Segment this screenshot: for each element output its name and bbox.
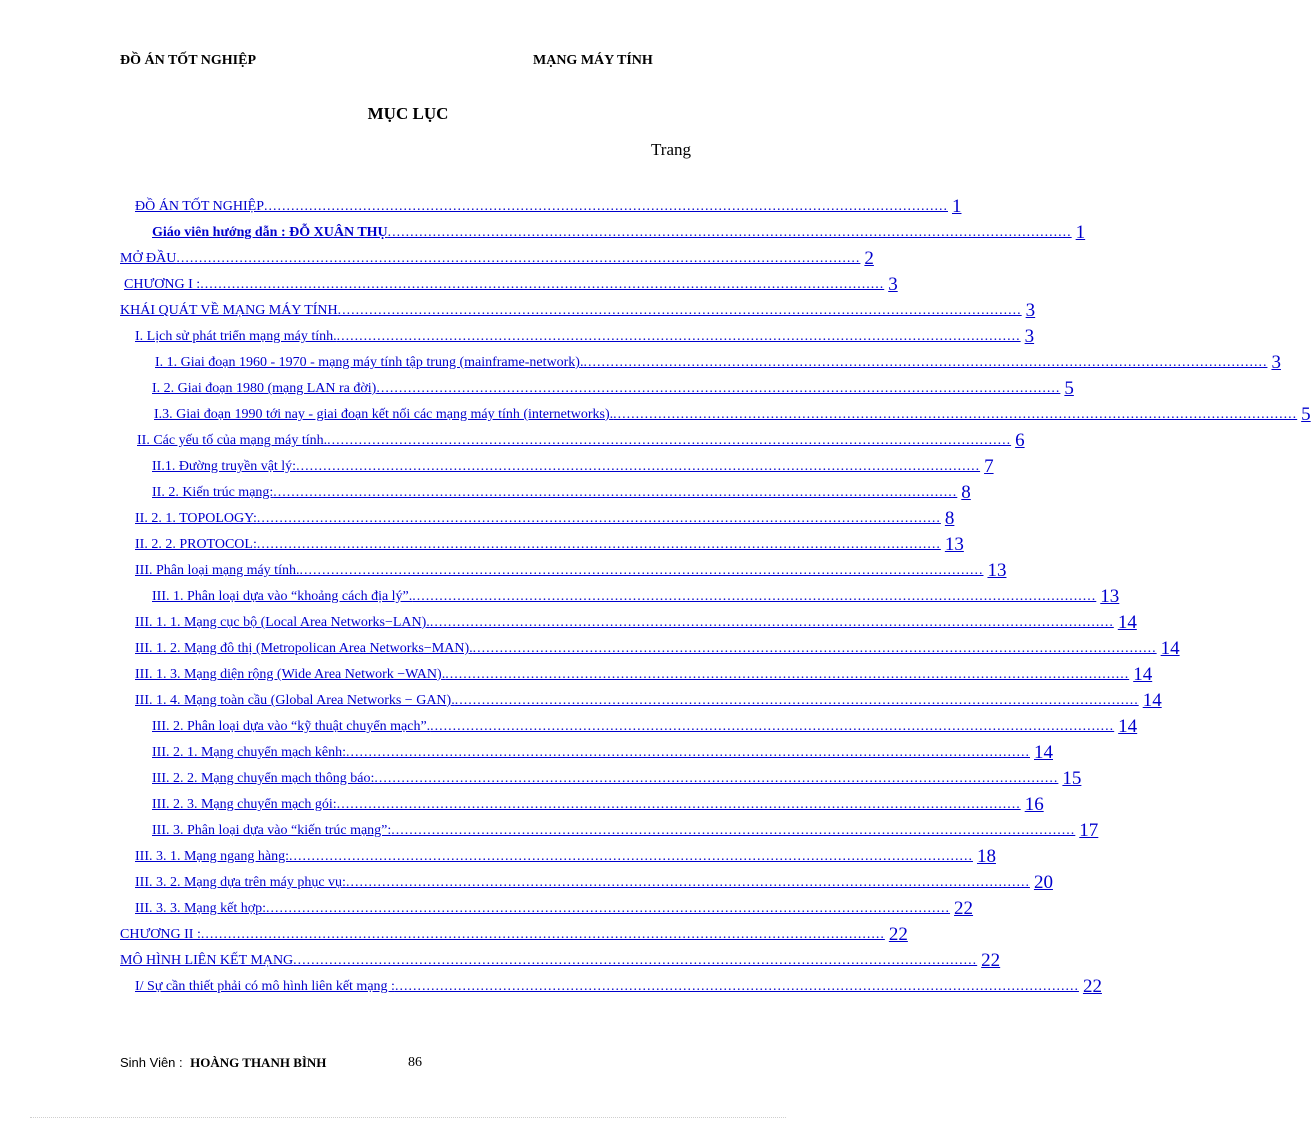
toc-entry[interactable]: I. 1. Giai đoạn 1960 - 1970 - mạng máy tính tập trung (mainframe-network). ........................................................................................................................................................ 3 [155, 352, 1281, 373]
toc-entry[interactable]: CHƯƠNG I : ........................................................................................................................................................ 3 [124, 274, 898, 295]
toc-entry[interactable]: III. 2. Phân loại dựa vào “kỹ thuật chuyển mạch”. ........................................................................................................................................................ 14 [152, 716, 1138, 737]
toc-entry[interactable]: III. 2. 2. Mạng chuyển mạch thông báo: ........................................................................................................................................................ 15 [152, 768, 1082, 789]
toc-entry[interactable]: II. 2. 2. PROTOCOL: ........................................................................................................................................................ 13 [135, 534, 964, 555]
toc-entry[interactable]: Giáo viên hướng dẫn : ĐỖ XUÂN THỤ ........................................................................................................................................................ 1 [152, 222, 1086, 243]
toc-entry[interactable]: III. 3. 2. Mạng dựa trên máy phục vụ: ........................................................................................................................................................ 20 [135, 872, 1053, 893]
page-column-label: Trang [651, 140, 691, 159]
toc-entry[interactable]: II.1. Đường truyền vật lý: ........................................................................................................................................................ 7 [152, 456, 994, 477]
footer-page-number: 86 [408, 1055, 422, 1070]
toc-entry[interactable]: MÔ HÌNH LIÊN KẾT MẠNG ........................................................................................................................................................ 22 [120, 950, 1001, 971]
footer-label: Sinh Viên : [120, 1055, 183, 1070]
toc-entry[interactable]: II. 2. 1. TOPOLOGY: ........................................................................................................................................................ 8 [135, 508, 955, 529]
toc-entry[interactable]: III. 1. 3. Mạng diện rộng (Wide Area Network −WAN). ........................................................................................................................................................ 14 [135, 664, 1153, 685]
toc-entry[interactable]: I.3. Giai đoạn 1990 tới nay - giai đoạn kết nối các mạng máy tính (internetworks). ........................................................................................................................................................ 5 [154, 404, 1311, 425]
toc-entry[interactable]: I. Lịch sử phát triển mạng máy tính. ........................................................................................................................................................ 3 [135, 326, 1035, 347]
toc-entry[interactable]: III. 1. 2. Mạng đô thị (Metropolican Area Networks−MAN). ........................................................................................................................................................ 14 [135, 638, 1180, 659]
toc-entry[interactable]: III. 3. Phân loại dựa vào “kiến trúc mạng”: ........................................................................................................................................................ 17 [152, 820, 1099, 841]
toc-entry[interactable]: I/ Sự cần thiết phải có mô hình liên kết mạng : ........................................................................................................................................................ 22 [135, 976, 1102, 997]
toc-entry[interactable]: II. Các yếu tố của mạng máy tính. ........................................................................................................................................................ 6 [137, 430, 1025, 451]
toc-entry[interactable]: II. 2. Kiến trúc mạng: ........................................................................................................................................................ 8 [152, 482, 971, 503]
header-right: MẠNG MÁY TÍNH [533, 53, 653, 68]
toc-entry[interactable]: III. 1. 1. Mạng cục bộ (Local Area Networks−LAN). ........................................................................................................................................................ 14 [135, 612, 1137, 633]
footer [120, 1055, 422, 1072]
toc-entry[interactable]: III. 1. 4. Mạng toàn cầu (Global Area Networks − GAN). ........................................................................................................................................................ 14 [135, 690, 1162, 711]
toc-entry[interactable]: KHÁI QUÁT VỀ MẠNG MÁY TÍNH ........................................................................................................................................................ 3 [120, 300, 1036, 321]
toc-entry[interactable]: III. 1. Phân loại dựa vào “khoảng cách địa lý”. ........................................................................................................................................................ 13 [152, 586, 1120, 607]
page-bottom-divider [30, 1117, 786, 1118]
toc-entry[interactable]: III. 2. 1. Mạng chuyển mạch kênh: ........................................................................................................................................................ 14 [152, 742, 1053, 763]
header-left: ĐỒ ÁN TỐT NGHIỆP [120, 53, 257, 68]
footer-student-name: HOÀNG THANH BÌNH [190, 1055, 327, 1070]
toc-entry[interactable]: III. 3. 1. Mạng ngang hàng: ........................................................................................................................................................ 18 [135, 846, 996, 867]
toc-entry[interactable]: I. 2. Giai đoạn 1980 (mạng LAN ra đời) ........................................................................................................................................................ 5 [152, 378, 1074, 399]
page-title: MỤC LỤC [367, 104, 449, 123]
toc-entry[interactable]: III. Phân loại mạng máy tính. ........................................................................................................................................................ 13 [135, 560, 1007, 581]
toc-entry[interactable]: ĐỒ ÁN TỐT NGHIỆP ........................................................................................................................................................ 1 [135, 196, 962, 217]
toc-entry[interactable]: III. 2. 3. Mạng chuyển mạch gói: ........................................................................................................................................................ 16 [152, 794, 1044, 815]
toc-entry[interactable]: CHƯƠNG II : ........................................................................................................................................................ 22 [120, 924, 908, 945]
toc-entry[interactable]: III. 3. 3. Mạng kết hợp: ........................................................................................................................................................ 22 [135, 898, 974, 919]
toc-entry[interactable]: MỞ ĐẦU ........................................................................................................................................................ 2 [120, 248, 874, 269]
